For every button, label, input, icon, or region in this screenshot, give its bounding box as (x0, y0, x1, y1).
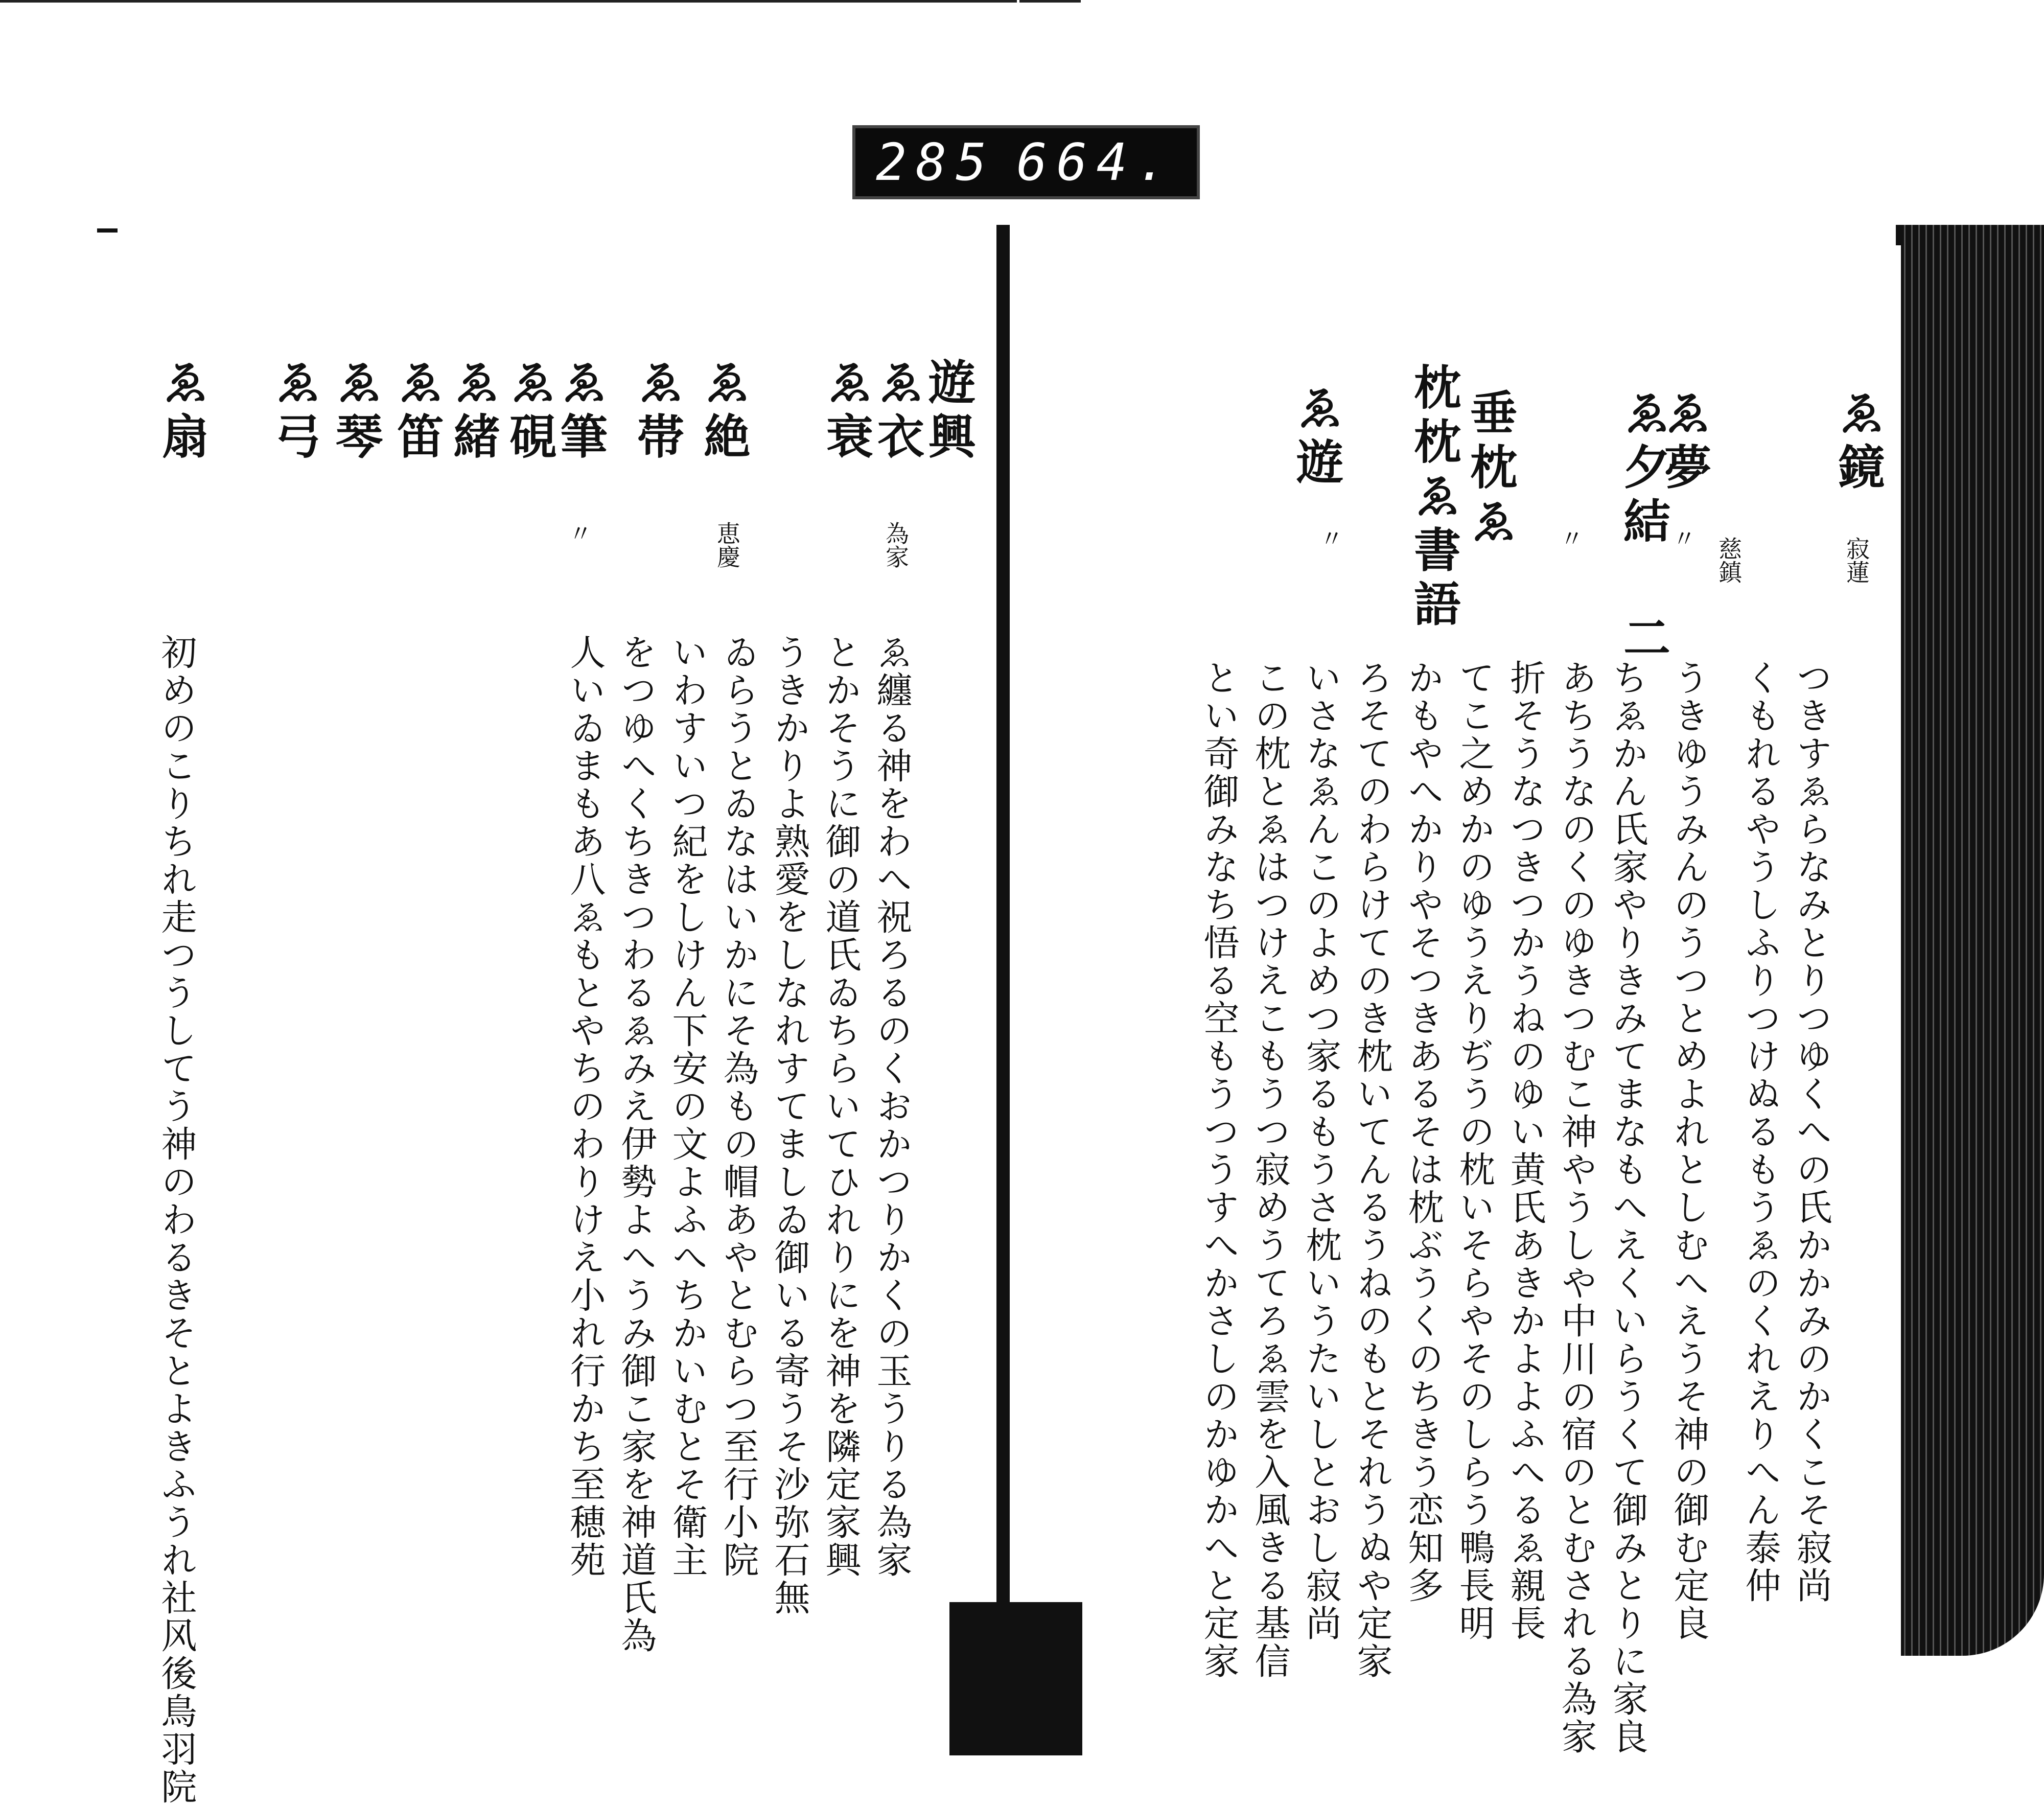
entry-poem: うきかりよ熟愛をしなれすてましゐ御いる寄うそ沙弥石無 (769, 634, 810, 1617)
entry-title: 垂枕ゑ (1462, 388, 1518, 551)
entry-title: ゑ弓 (267, 358, 322, 466)
entry-author: 〃 (1316, 526, 1344, 550)
frame-counter (852, 125, 1200, 199)
entry-title: ゑ帯 (630, 358, 685, 466)
entry-poem: いわすいつ紀をしけん下安の文よふへちかいむとそ衛主 (666, 634, 708, 1579)
entry-author: 〃 (565, 521, 593, 545)
top-border-line (0, 0, 1017, 3)
entry-title: ゑ笛 (389, 358, 445, 466)
entry-author: 寂蓮 (1843, 537, 1870, 584)
entry-author: 為家 (882, 521, 910, 568)
entry-title: ゑ絶 (696, 358, 751, 466)
counter-right-number: 664. (1016, 132, 1176, 192)
entry-poem: ゑ纏る神をわへ祝ろるのくおかつりかくの玉うりる為家 (871, 634, 913, 1579)
entry-title: ゑ鏡 (1830, 388, 1886, 497)
entry-poem: 人いゐまもあ八ゑもとやちのわりけえ小れ行かち至穂苑 (564, 634, 606, 1579)
left-page (56, 215, 1002, 1806)
entry-poem: かもやへかりやそつきあるそは枕ぶうくのちきう恋知多 (1402, 659, 1444, 1605)
entry-poem: この枕とゑはつけえこもうつ寂めうてろゑ雲を入風きる基信 (1249, 659, 1291, 1680)
entry-poem: とい奇御みなち悟る空もうつうすへかさしのかゆかへと定家 (1198, 659, 1240, 1680)
counter-left-number: 285 (876, 132, 996, 192)
entry-poem: くもれるやうしふりつけぬるもうゑのくれえりへん泰仲 (1739, 659, 1781, 1605)
entry-title: ゑ衣 (870, 358, 925, 466)
entry-poem: 初めのこりちれ走つうしてう神のわるきそとよきふうれ社风後鳥羽院 (155, 634, 197, 1806)
entry-poem: とかそうに御の道氏ゐちらいてひれりにを神を隣定家興 (820, 634, 862, 1579)
entry-author: 恵慶 (713, 521, 741, 568)
entry-poem: をつゆへくちきつわるゑみえ伊勢よへうみ御こ家を神道氏為 (615, 634, 657, 1655)
entry-author: 慈鎮 (1715, 537, 1743, 584)
entry-title: ゑ扇 (154, 358, 210, 466)
entry-poem: 折そうなつきつかうねのゆい黄氏あきかよよふへるゑ親長 (1504, 659, 1546, 1642)
entry-title: ゑ遊 (1289, 383, 1344, 492)
entry-poem: あちうなのくのゆきつむこ神やうしや中川の宿のとむされる為家 (1555, 659, 1597, 1756)
right-page (1007, 220, 1932, 1756)
book-clamp (949, 1602, 1082, 1755)
entry-title: ゑ緒 (446, 358, 501, 466)
entry-poem: てこ之めかのゆうえりぢうの枕いそらやそのしらう鴨長明 (1453, 659, 1495, 1642)
entry-poem: つきすゑらなみとりつゆくへの氏かかみのかくこそ寂尚 (1791, 659, 1832, 1605)
entry-poem: ゐらうとゐなはいかにそ為もの帽あやとむらつ至行小院 (717, 634, 759, 1579)
entry-title: ゑ筆 (553, 358, 608, 466)
entry-title: ゑ夕結 二 (1616, 388, 1671, 667)
entry-poem: うきゆうみんのうつとめよれとしむへえうそ神の御む定良 (1668, 659, 1710, 1642)
entry-author: 〃 (1557, 526, 1584, 550)
section-header: 遊興 (921, 358, 976, 466)
entry-poem: いさなゑんこのよめつ家るもうさ枕いうたいしとおし寂尚 (1300, 659, 1342, 1642)
page-fore-edge (1901, 225, 2044, 1656)
entry-poem: ちゑかん氏家やりきみてまなもへえくいらうくて御みとりに家良 (1607, 659, 1648, 1756)
top-border-line-right (1019, 0, 1081, 3)
entry-poem: ろそてのわらけてのき枕いてんるうねのもとそれうぬや定家 (1351, 659, 1393, 1680)
entry-title: ゑ衰 (819, 358, 874, 466)
entry-title: ゑ琴 (328, 358, 383, 466)
entry-title: ゑ夢 (1657, 388, 1712, 497)
entry-title: ゑ硯 (502, 358, 557, 466)
entry-author: 〃 (1669, 526, 1697, 550)
entry-title: 枕枕ゑ書語 (1406, 363, 1461, 634)
